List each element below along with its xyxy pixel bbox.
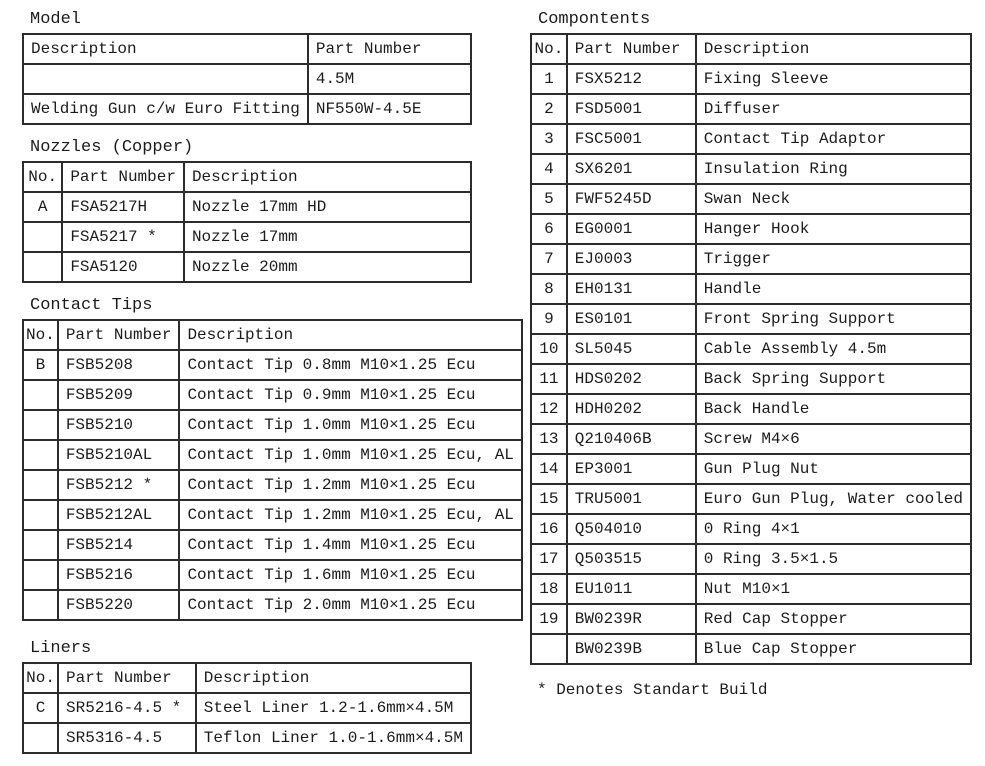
table-cell: FSA5217 * bbox=[62, 222, 184, 252]
column-header: Part Number bbox=[58, 663, 196, 693]
table-cell: SL5045 bbox=[567, 334, 696, 364]
table-cell: FSB5214 bbox=[58, 530, 180, 560]
table-cell: Contact Tip 1.4mm M10×1.25 Ecu bbox=[179, 530, 521, 560]
table-row bbox=[531, 454, 971, 484]
table-cell: Gun Plug Nut bbox=[696, 454, 971, 484]
table-cell: 7 bbox=[531, 244, 567, 274]
table-cell bbox=[23, 560, 58, 590]
table-cell: Nozzle 20mm bbox=[184, 252, 471, 282]
table-row bbox=[531, 514, 971, 544]
table-cell: 16 bbox=[531, 514, 567, 544]
column-header: Description bbox=[184, 162, 471, 192]
table-row bbox=[23, 500, 522, 530]
table-cell bbox=[23, 410, 58, 440]
table-row bbox=[531, 364, 971, 394]
table-cell: Insulation Ring bbox=[696, 154, 971, 184]
table-row bbox=[23, 470, 522, 500]
table-row bbox=[23, 693, 471, 723]
table-header-row bbox=[23, 320, 522, 350]
column-header: Part Number bbox=[58, 320, 180, 350]
table-cell: 6 bbox=[531, 214, 567, 244]
table-cell: 9 bbox=[531, 304, 567, 334]
table-cell bbox=[23, 252, 62, 282]
table-cell bbox=[23, 470, 58, 500]
table-cell: ES0101 bbox=[567, 304, 696, 334]
table-cell: FSB5216 bbox=[58, 560, 180, 590]
table-row bbox=[23, 380, 522, 410]
table-row bbox=[531, 124, 971, 154]
table-cell: 4 bbox=[531, 154, 567, 184]
table-cell: Contact Tip 1.6mm M10×1.25 Ecu bbox=[179, 560, 521, 590]
table-cell: Nozzle 17mm HD bbox=[184, 192, 471, 222]
table-cell: 0 Ring 4×1 bbox=[696, 514, 971, 544]
table-cell: Fixing Sleeve bbox=[696, 64, 971, 94]
table-row bbox=[531, 634, 971, 664]
table-cell: Q504010 bbox=[567, 514, 696, 544]
table-cell: Back Handle bbox=[696, 394, 971, 424]
table-cell: FSB5209 bbox=[58, 380, 180, 410]
table-cell: Contact Tip 1.2mm M10×1.25 Ecu bbox=[179, 470, 521, 500]
table-cell: FSB5208 bbox=[58, 350, 180, 380]
table-cell: Q210406B bbox=[567, 424, 696, 454]
table-cell: FSB5220 bbox=[58, 590, 180, 620]
table-row bbox=[531, 394, 971, 424]
table-cell: EU1011 bbox=[567, 574, 696, 604]
liners-table bbox=[22, 662, 472, 754]
table-cell: Nut M10×1 bbox=[696, 574, 971, 604]
table-cell: BW0239B bbox=[567, 634, 696, 664]
table-cell: Contact Tip 2.0mm M10×1.25 Ecu bbox=[179, 590, 521, 620]
table-row bbox=[531, 154, 971, 184]
table-cell: Handle bbox=[696, 274, 971, 304]
table-cell: Euro Gun Plug, Water cooled bbox=[696, 484, 971, 514]
contact-tips-table bbox=[22, 319, 523, 621]
components-table-title: Compontents bbox=[538, 10, 651, 29]
table-cell bbox=[23, 64, 308, 94]
column-header: Part Number bbox=[62, 162, 184, 192]
table-cell: 2 bbox=[531, 94, 567, 124]
table-cell bbox=[23, 222, 62, 252]
table-cell: FSB5210AL bbox=[58, 440, 180, 470]
table-cell bbox=[531, 634, 567, 664]
table-row bbox=[23, 64, 471, 94]
left-column bbox=[22, 10, 514, 754]
table-cell: 18 bbox=[531, 574, 567, 604]
table-cell: Contact Tip 1.0mm M10×1.25 Ecu bbox=[179, 410, 521, 440]
table-row bbox=[23, 590, 522, 620]
table-cell: A bbox=[23, 192, 62, 222]
column-header: Description bbox=[23, 34, 308, 64]
table-cell: HDS0202 bbox=[567, 364, 696, 394]
standard-build-footnote: * Denotes Standart Build bbox=[537, 681, 768, 699]
table-cell: Teflon Liner 1.0-1.6mm×4.5M bbox=[196, 723, 471, 753]
liners-table-title: Liners bbox=[30, 639, 92, 658]
nozzles-table-title: Nozzles (Copper) bbox=[30, 138, 194, 157]
table-cell: Red Cap Stopper bbox=[696, 604, 971, 634]
table-row bbox=[531, 604, 971, 634]
table-row bbox=[531, 574, 971, 604]
table-row bbox=[531, 184, 971, 214]
table-cell: Welding Gun c/w Euro Fitting bbox=[23, 94, 308, 124]
table-row bbox=[23, 723, 471, 753]
table-cell: Contact Tip Adaptor bbox=[696, 124, 971, 154]
table-row bbox=[23, 192, 471, 222]
table-cell: FSA5217H bbox=[62, 192, 184, 222]
table-cell: Blue Cap Stopper bbox=[696, 634, 971, 664]
table-header-row bbox=[531, 34, 971, 64]
table-row bbox=[23, 560, 522, 590]
table-cell: C bbox=[23, 693, 58, 723]
column-header: No. bbox=[23, 663, 58, 693]
table-cell: 0 Ring 3.5×1.5 bbox=[696, 544, 971, 574]
nozzles-table bbox=[22, 161, 472, 283]
contact-tips-table-title: Contact Tips bbox=[30, 296, 153, 315]
table-cell: NF550W-4.5E bbox=[308, 94, 471, 124]
table-cell: HDH0202 bbox=[567, 394, 696, 424]
table-cell: B bbox=[23, 350, 58, 380]
table-row bbox=[23, 530, 522, 560]
table-cell: FSB5212AL bbox=[58, 500, 180, 530]
table-cell: EG0001 bbox=[567, 214, 696, 244]
table-cell: Back Spring Support bbox=[696, 364, 971, 394]
table-row bbox=[531, 304, 971, 334]
table-header-row bbox=[23, 663, 471, 693]
table-cell: 11 bbox=[531, 364, 567, 394]
table-cell: 1 bbox=[531, 64, 567, 94]
table-cell bbox=[23, 590, 58, 620]
table-row bbox=[531, 424, 971, 454]
table-cell: Contact Tip 0.9mm M10×1.25 Ecu bbox=[179, 380, 521, 410]
model-table-title: Model bbox=[30, 10, 82, 29]
components-table bbox=[530, 33, 972, 665]
table-cell: Q503515 bbox=[567, 544, 696, 574]
table-cell: 4.5M bbox=[308, 64, 471, 94]
table-cell: 5 bbox=[531, 184, 567, 214]
table-cell: FSC5001 bbox=[567, 124, 696, 154]
table-header-row bbox=[23, 162, 471, 192]
column-header: Description bbox=[179, 320, 521, 350]
table-cell: Contact Tip 1.2mm M10×1.25 Ecu, AL bbox=[179, 500, 521, 530]
table-cell: EH0131 bbox=[567, 274, 696, 304]
table-header-row bbox=[23, 34, 471, 64]
table-row bbox=[531, 274, 971, 304]
table-cell bbox=[23, 380, 58, 410]
table-cell: FSA5120 bbox=[62, 252, 184, 282]
table-row bbox=[23, 410, 522, 440]
table-cell: Contact Tip 1.0mm M10×1.25 Ecu, AL bbox=[179, 440, 521, 470]
table-cell: BW0239R bbox=[567, 604, 696, 634]
column-header: Description bbox=[196, 663, 471, 693]
table-cell: SR5216-4.5 * bbox=[58, 693, 196, 723]
table-cell: FWF5245D bbox=[567, 184, 696, 214]
table-cell: 3 bbox=[531, 124, 567, 154]
table-cell: 8 bbox=[531, 274, 567, 304]
table-row bbox=[531, 334, 971, 364]
table-cell bbox=[23, 500, 58, 530]
table-cell: 10 bbox=[531, 334, 567, 364]
table-cell: Screw M4×6 bbox=[696, 424, 971, 454]
table-cell bbox=[23, 723, 58, 753]
table-cell: TRU5001 bbox=[567, 484, 696, 514]
table-cell: FSD5001 bbox=[567, 94, 696, 124]
table-row bbox=[531, 94, 971, 124]
column-header: Part Number bbox=[308, 34, 471, 64]
table-cell: Cable Assembly 4.5m bbox=[696, 334, 971, 364]
table-cell: Diffuser bbox=[696, 94, 971, 124]
table-cell: SR5316-4.5 bbox=[58, 723, 196, 753]
table-row bbox=[531, 544, 971, 574]
right-column bbox=[530, 10, 972, 700]
table-row bbox=[23, 252, 471, 282]
table-cell: 17 bbox=[531, 544, 567, 574]
table-cell: SX6201 bbox=[567, 154, 696, 184]
model-table bbox=[22, 33, 472, 125]
table-cell: Hanger Hook bbox=[696, 214, 971, 244]
table-cell bbox=[23, 530, 58, 560]
table-cell: 13 bbox=[531, 424, 567, 454]
table-cell: Nozzle 17mm bbox=[184, 222, 471, 252]
table-cell: FSB5212 * bbox=[58, 470, 180, 500]
table-cell bbox=[23, 440, 58, 470]
table-cell: 15 bbox=[531, 484, 567, 514]
table-row bbox=[531, 244, 971, 274]
table-cell: Steel Liner 1.2-1.6mm×4.5M bbox=[196, 693, 471, 723]
table-cell: EP3001 bbox=[567, 454, 696, 484]
table-cell: Front Spring Support bbox=[696, 304, 971, 334]
table-cell: Swan Neck bbox=[696, 184, 971, 214]
table-row bbox=[23, 440, 522, 470]
column-header: No. bbox=[23, 162, 62, 192]
table-row bbox=[23, 222, 471, 252]
column-header: No. bbox=[531, 34, 567, 64]
table-row bbox=[531, 214, 971, 244]
table-cell: Contact Tip 0.8mm M10×1.25 Ecu bbox=[179, 350, 521, 380]
table-cell: 12 bbox=[531, 394, 567, 424]
table-cell: FSB5210 bbox=[58, 410, 180, 440]
table-row bbox=[23, 350, 522, 380]
column-header: No. bbox=[23, 320, 58, 350]
table-row bbox=[531, 484, 971, 514]
column-header: Part Number bbox=[567, 34, 696, 64]
table-cell: FSX5212 bbox=[567, 64, 696, 94]
table-row bbox=[23, 94, 471, 124]
column-header: Description bbox=[696, 34, 971, 64]
table-cell: 14 bbox=[531, 454, 567, 484]
table-cell: 19 bbox=[531, 604, 567, 634]
table-cell: Trigger bbox=[696, 244, 971, 274]
table-cell: EJ0003 bbox=[567, 244, 696, 274]
table-row bbox=[531, 64, 971, 94]
